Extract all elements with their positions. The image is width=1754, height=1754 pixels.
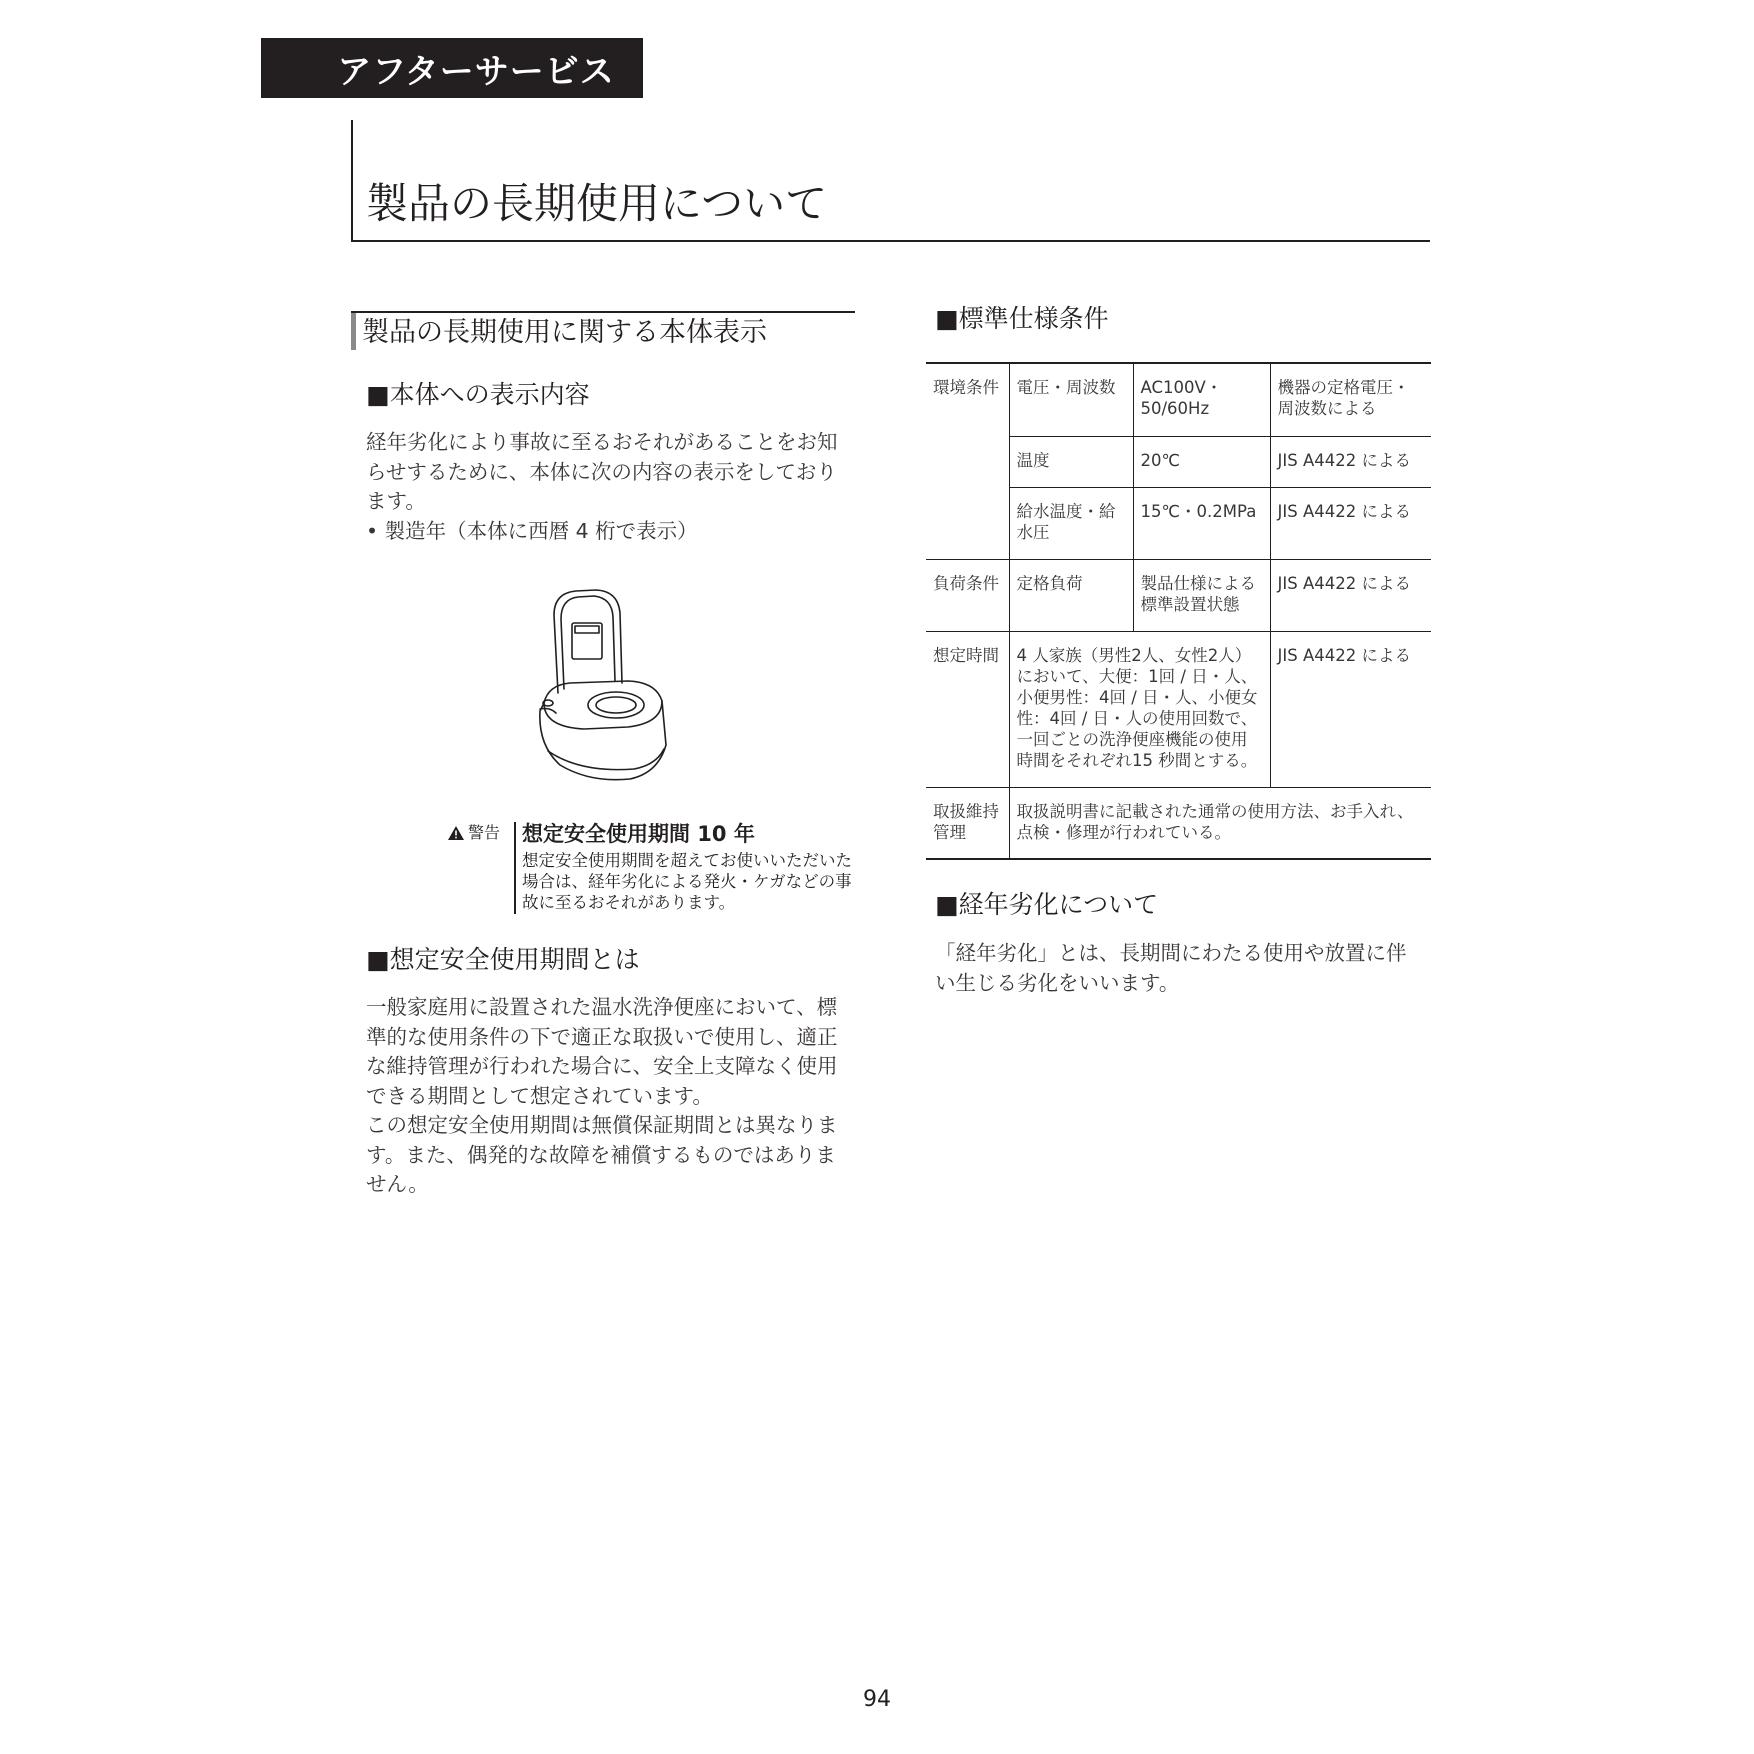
temperature-value-cell: 20℃ (1133, 436, 1270, 487)
toilet-illustration-icon (530, 585, 680, 785)
aging-body: 「経年劣化」とは、長期間にわたる使用や放置に伴い生じる劣化をいいます。 (935, 941, 1407, 995)
page-title: 製品の長期使用について (366, 179, 828, 228)
voltage-basis-cell: 機器の定格電圧・周波数による (1270, 363, 1431, 436)
table-row (926, 559, 1431, 631)
period-paragraph: 一般家庭用に設置された温水洗浄便座において、標準的な使用条件の下で適正な取扱いで使用し、適正な維持管理が行われた場合に、安全上支障なく使用できる期間として想定されています。 (366, 995, 838, 1108)
load-label-cell: 定格負荷 (1009, 559, 1133, 631)
load-value-cell: 製品仕様による標準設置状態 (1133, 559, 1270, 631)
period-body (366, 993, 854, 1200)
display-paragraph: 経年劣化により事故に至るおそれがあることをお知らせするために、本体に次の内容の表示をしております。 (366, 430, 838, 513)
warning-label (448, 823, 500, 843)
display-heading: ■本体への表示内容 (366, 380, 590, 409)
title-underline (351, 240, 1430, 242)
water-value-cell: 15℃・0.2MPa (1133, 487, 1270, 559)
sub-heading-rule (351, 311, 855, 313)
section-tab: アフターサービス (261, 38, 643, 98)
water-basis-cell: JIS A4422 による (1270, 487, 1431, 559)
warning-rule (514, 822, 516, 914)
table-row (926, 631, 1431, 787)
time-condition-cell: 想定時間 (926, 631, 1009, 787)
title-vertical-rule (351, 120, 353, 242)
display-body (366, 428, 854, 546)
temperature-basis-cell: JIS A4422 による (1270, 436, 1431, 487)
display-bullet: • 製造年（本体に西暦 4 桁で表示） (366, 518, 698, 543)
warning-text: 想定安全使用期間を超えてお使いいただいた場合は、経年劣化による発火・ケガなどの事故に至るおそれがあります。 (522, 851, 852, 912)
spec-heading: ■標準仕様条件 (935, 304, 1109, 333)
maintenance-value-cell: 取扱説明書に記載された通常の使用方法、お手入れ、点検・修理が行われている。 (1009, 787, 1431, 859)
period-heading: ■想定安全使用期間とは (366, 945, 640, 974)
period-paragraph: この想定安全使用期間は無償保証期間とは異なります。また、偶発的な故障を補償するものではありません。 (366, 1113, 838, 1196)
sub-heading-accent (351, 313, 356, 350)
load-basis-cell: JIS A4422 による (1270, 559, 1431, 631)
voltage-value-cell: AC100V・50/60Hz (1133, 363, 1270, 436)
page-number: 94 (863, 1687, 891, 1712)
load-condition-cell: 負荷条件 (926, 559, 1009, 631)
table-row (926, 787, 1431, 859)
warning-title: 想定安全使用期間 10 年 (522, 822, 755, 846)
temperature-label-cell: 温度 (1009, 436, 1133, 487)
voltage-label-cell: 電圧・周波数 (1009, 363, 1133, 436)
time-basis-cell: JIS A4422 による (1270, 631, 1431, 787)
warning-label-text: 警告 (468, 823, 501, 842)
time-value-cell: 4 人家族（男性2人、女性2人）において、大便：1回 / 日・人、小便男性：4回 / 日・人、小便女性：4回 / 日・人の使用回数で、一回ごとの洗浄便座機能の使用時間をそれぞれ15 秒間とする。 (1009, 631, 1270, 787)
maintenance-condition-cell: 取扱維持管理 (926, 787, 1009, 859)
spec-table (926, 362, 1431, 860)
warning-triangle-icon (448, 826, 464, 840)
table-row (926, 363, 1431, 436)
env-condition-cell: 環境条件 (926, 363, 1009, 559)
water-label-cell: 給水温度・給水圧 (1009, 487, 1133, 559)
aging-heading: ■経年劣化について (935, 890, 1159, 919)
sub-heading: 製品の長期使用に関する本体表示 (362, 317, 767, 348)
